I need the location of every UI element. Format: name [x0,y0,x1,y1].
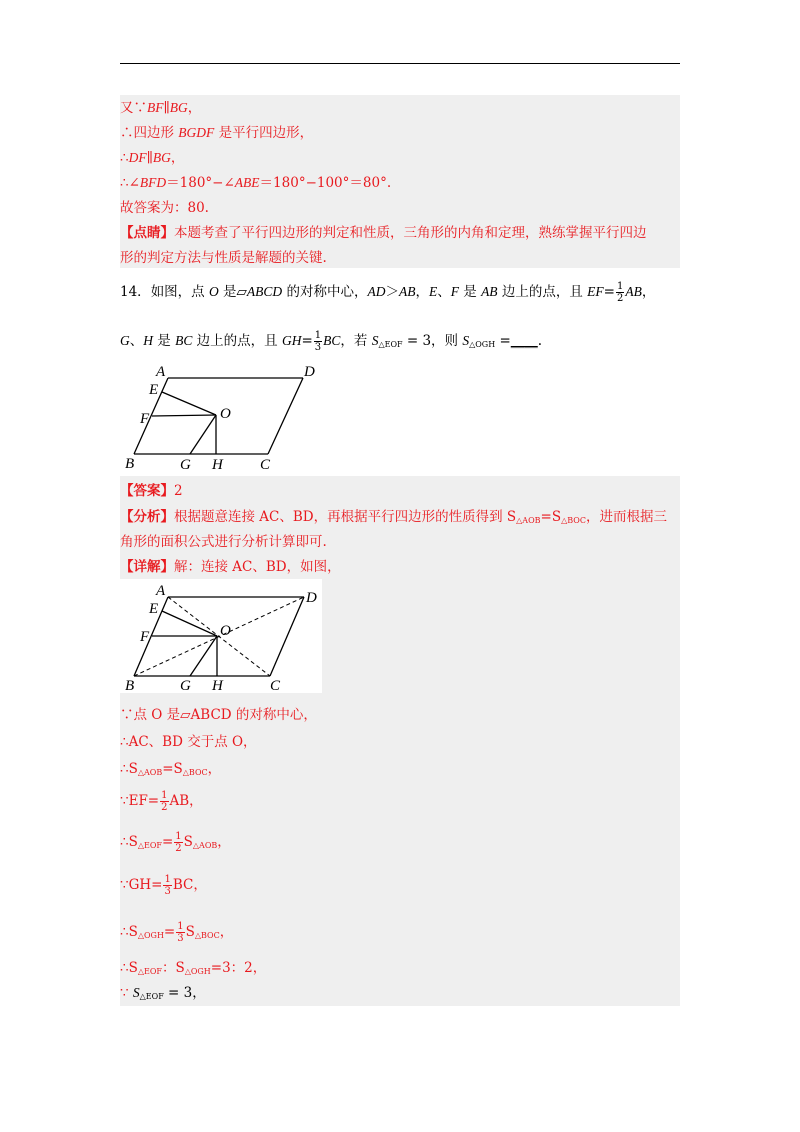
text: ：S [161,960,185,976]
solution-line-3 [120,149,184,167]
text: = [495,333,511,349]
text: = [161,834,174,850]
subscript: △OGH [184,967,211,976]
detail-step-4 [120,790,203,813]
text: ， [219,924,234,940]
fraction [163,874,171,897]
text: ， [170,150,185,166]
solution-line-1 [120,99,201,117]
denominator: 3 [177,933,184,944]
segment-EO [162,392,216,415]
math: BF∥BG [147,100,188,115]
text: 又∵ [120,100,147,116]
text: 边上的点，且 [192,333,282,349]
subscript: △AOB [137,768,163,777]
question-line-1 [120,281,655,304]
text: ＝180°−100°＝80°. [259,175,392,191]
text: ， [217,834,231,850]
detail-step-7 [120,921,233,945]
text: 解：连接 AC、BD，如图， [174,559,341,575]
answer-block [120,476,680,1006]
text: 如图，点 [150,284,209,300]
text: ∵GH= [120,877,163,893]
math: BC [175,333,193,348]
math: BGDF [178,125,215,140]
subscript: △AOB [192,841,218,850]
subscript: △BOC [182,768,208,777]
text: = [603,284,615,300]
text: = [301,333,313,349]
text: BC， [172,877,207,893]
numerator: 1 [161,790,168,801]
label-A: A [156,583,166,599]
label-H: H [212,457,223,472]
text: =3：2， [210,960,267,976]
math: S [132,985,140,1000]
analysis-tag: 【分析】 [120,509,174,525]
math: AB [398,284,416,299]
fraction [160,790,168,813]
detail-tag: 【详解】 [120,559,174,575]
header-rule [120,63,680,64]
text: 是平行四边形， [214,125,314,141]
comment-line-2 [120,249,327,267]
label-G: G [180,457,191,472]
text: ， [641,284,656,300]
subscript: △AOB [516,516,541,525]
detail-line-1 [120,558,341,576]
analysis-line-1 [120,508,667,530]
text: ∴AC、BD 交于点 O， [120,734,257,750]
label-H: H [212,678,223,693]
math: G [120,333,130,348]
label-F: F [140,411,150,427]
text: ∵ [120,985,133,1001]
math: F [450,284,459,299]
math: O [208,284,219,299]
math: ABCD [246,284,283,299]
text: AB， [169,793,203,809]
fraction [616,281,624,304]
analysis-line-2 [120,533,327,551]
side-DC [268,378,303,454]
fraction [174,831,182,854]
math: AB [481,284,498,299]
label-C: C [260,457,271,472]
text: 的对称中心， [282,284,368,300]
fraction [176,921,184,944]
text: ， [207,761,222,777]
text: 边上的点，且 [497,284,588,300]
text: 角形的面积公式进行分析计算即可. [120,534,327,550]
answer-value: 2 [174,483,183,499]
math: BFD [139,175,167,190]
text: ， [187,100,202,116]
math: ABE [234,175,260,190]
text: ∴S [120,960,138,976]
text: ∴S [120,924,138,940]
label-D: D [304,364,315,380]
label-B: B [125,678,135,693]
denominator: 2 [161,802,168,813]
text: =S [162,761,183,777]
math: H [143,333,153,348]
answer-line [120,482,183,500]
label-O: O [220,406,231,422]
comment-tag: 【点睛】 [120,225,174,241]
detail-step-3 [120,760,221,782]
text: 本题考查了平行四边形的判定和性质，三角形的内角和定理，熟练掌握平行四边 [174,225,647,241]
math: AD [367,284,386,299]
subscript: △EOF [137,841,162,850]
numerator: 1 [314,330,322,341]
denominator: 2 [175,843,182,854]
text: S [183,834,193,850]
text: = 3， [163,985,206,1001]
text: ，进而根据三 [585,509,667,525]
label-E: E [149,601,159,617]
text: ，则 [431,333,463,349]
comment-line-1 [120,224,647,242]
label-C: C [270,678,281,693]
subscript: △EOF [378,340,403,349]
text: 、 [437,284,451,300]
text: S [185,924,195,940]
detail-step-9 [120,984,206,1006]
numerator: 1 [177,921,184,932]
numerator: 1 [175,831,182,842]
denominator: 3 [314,342,322,353]
math: AB [625,284,642,299]
text: ∴∠ [120,175,140,191]
math: S [462,333,470,348]
segment-EO [162,611,217,636]
math: E [428,284,438,299]
math: S [371,333,379,348]
subscript: △BOC [561,516,586,525]
subscript: △BOC [194,931,220,940]
text: 根据题意连接 AC、BD，再根据平行四边形的性质得到 S [174,509,517,525]
text: 故答案为：80. [120,200,209,216]
solution-line-5 [120,199,209,217]
numerator: 1 [164,874,171,885]
label-G: G [180,678,191,693]
subscript: △EOF [139,992,164,1001]
label-A: A [156,364,166,380]
math: DF∥BG [128,150,171,165]
text: ∴ [120,150,129,166]
denominator: 2 [616,293,624,304]
segment-OG [190,636,217,676]
text: ∵EF= [120,793,160,809]
text: ＝180°−∠ [166,175,235,191]
detail-step-6 [120,874,207,897]
label-F: F [140,629,150,645]
text: 是▱ [218,284,247,300]
answer-blank: ____ [510,333,538,349]
detail-step-2 [120,733,257,751]
solution-line-2 [120,124,313,142]
solution-line-4 [120,174,391,192]
text: 、 [129,333,144,349]
text: ， [415,284,429,300]
text: ＞ [385,284,399,300]
text: ，若 [340,333,372,349]
math: BC [323,333,341,348]
question-number: 14． [120,284,151,300]
numerator: 1 [616,281,624,292]
text: 是 [458,284,482,300]
label-O: O [220,623,231,639]
detail-step-5 [120,831,231,855]
segment-OG [190,415,216,454]
parallelogram-figure-1 [120,360,320,472]
segment-FO [152,415,216,416]
text: ∴S [120,761,138,777]
answer-tag: 【答案】 [120,483,174,499]
side-DC [270,597,304,676]
text: ∴四边形 [120,125,179,141]
text: 形的判定方法与性质是解题的关键. [120,250,327,266]
math: GH [281,333,302,348]
text: . [537,333,543,349]
detail-step-8 [120,959,266,981]
subscript: △EOF [137,967,162,976]
subscript: △OGH [137,931,164,940]
text: =S [540,509,562,525]
parallelogram-figure-2 [120,579,322,693]
text: = [163,924,176,940]
fraction [314,330,322,353]
text: ∵点 O 是▱ABCD 的对称中心， [120,707,317,723]
label-B: B [125,456,135,472]
subscript: △OGH [469,340,496,349]
text: = 3 [402,333,432,349]
previous-solution-block [120,95,680,268]
detail-step-1 [120,706,317,724]
text: ∴S [120,834,138,850]
math: EF [587,284,604,299]
label-D: D [306,590,317,606]
text: 是 [153,333,176,349]
question-line-2 [120,330,542,354]
denominator: 3 [164,886,171,897]
label-E: E [149,382,159,398]
